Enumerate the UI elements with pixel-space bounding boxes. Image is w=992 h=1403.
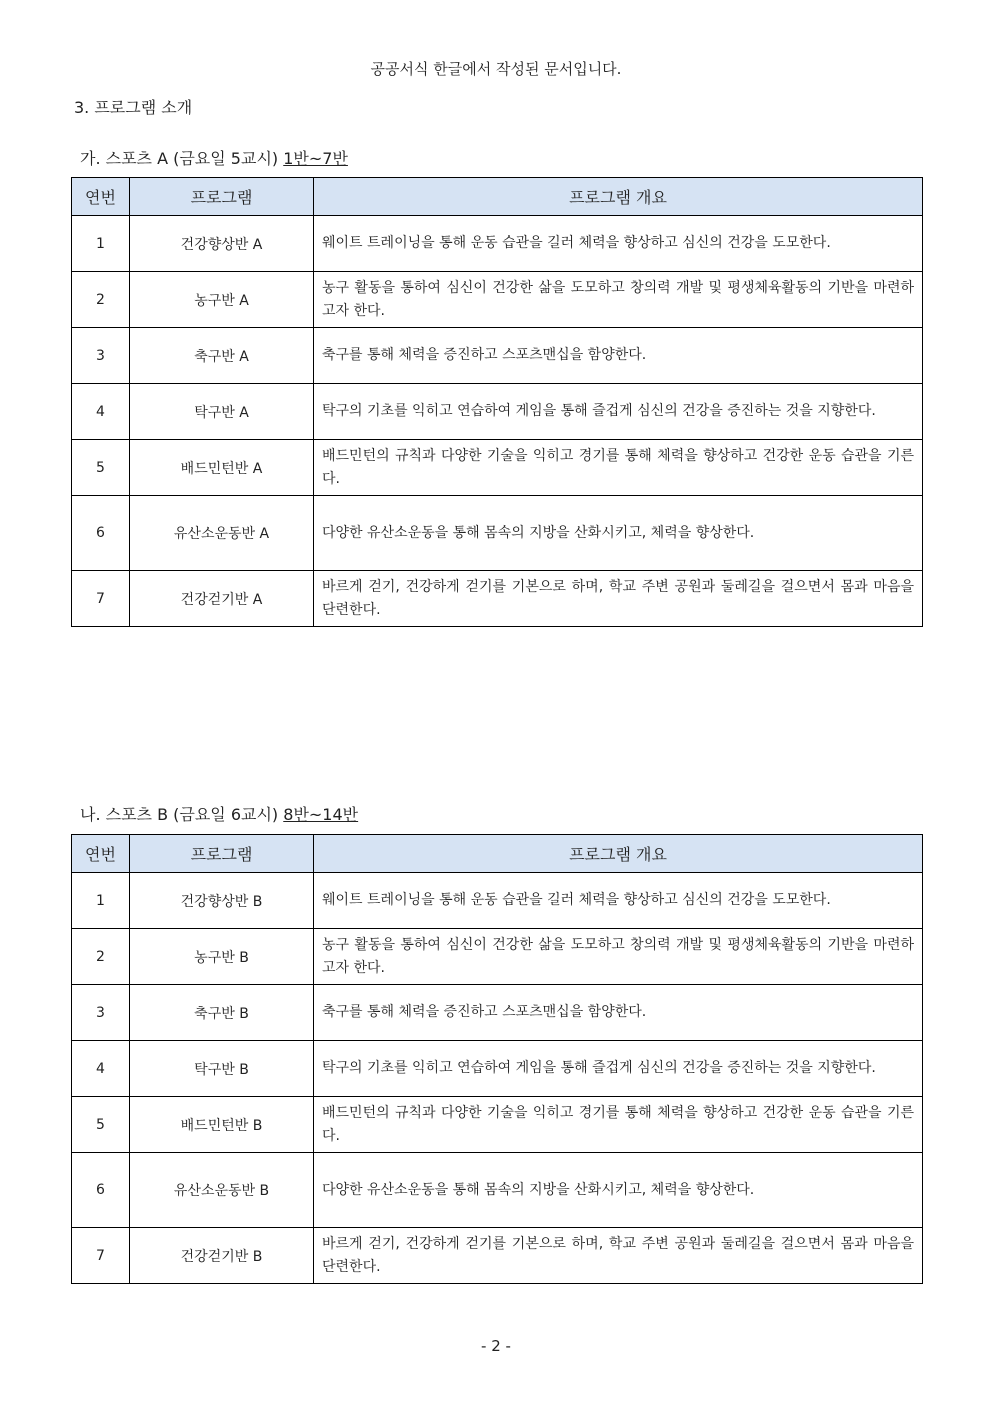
subsection-b-prefix: 나. 스포츠 B (금요일 6교시): [80, 805, 284, 824]
table-row: [72, 873, 923, 929]
program-name: 유산소운동반 B: [130, 1153, 314, 1228]
column-header-number: 연번: [72, 178, 130, 216]
table-row: [72, 328, 923, 384]
program-name: 배드민턴반 B: [130, 1097, 314, 1153]
program-table-b: [71, 834, 923, 1284]
program-name: 탁구반 B: [130, 1041, 314, 1097]
program-description: 바르게 걷기, 건강하게 걷기를 기본으로 하며, 학교 주변 공원과 둘레길을 걸으면서 몸과 마음을 단련한다.: [314, 1228, 923, 1284]
program-description: 배드민턴의 규칙과 다양한 기술을 익히고 경기를 통해 체력을 향상하고 건강한 운동 습관을 기른다.: [314, 440, 923, 496]
table-row: [72, 1097, 923, 1153]
program-name: 농구반 A: [130, 272, 314, 328]
row-number: 6: [72, 1153, 130, 1228]
subsection-b-range: 8반~14반: [283, 805, 359, 824]
table-row: [72, 272, 923, 328]
row-number: 4: [72, 384, 130, 440]
table-header-row: [72, 835, 923, 873]
table-row: [72, 440, 923, 496]
program-description: 바르게 걷기, 건강하게 걷기를 기본으로 하며, 학교 주변 공원과 둘레길을 걸으면서 몸과 마음을 단련한다.: [314, 571, 923, 627]
row-number: 6: [72, 496, 130, 571]
subsection-b-title: [80, 802, 358, 825]
program-description: 농구 활동을 통하여 심신이 건강한 삶을 도모하고 창의력 개발 및 평생체육활동의 기반을 마련하고자 한다.: [314, 272, 923, 328]
document-header: 공공서식 한글에서 작성된 문서입니다.: [370, 60, 622, 78]
section-title: 3. 프로그램 소개: [74, 98, 193, 117]
column-header-program: 프로그램: [130, 835, 314, 873]
program-name: 유산소운동반 A: [130, 496, 314, 571]
table-row: [72, 929, 923, 985]
table-row: [72, 571, 923, 627]
program-name: 탁구반 A: [130, 384, 314, 440]
column-header-overview: 프로그램 개요: [314, 835, 923, 873]
subsection-a-range: 1반~7반: [283, 149, 348, 168]
program-name: 건강걷기반 A: [130, 571, 314, 627]
program-description: 탁구의 기초를 익히고 연습하여 게임을 통해 즐겁게 심신의 건강을 증진하는 것을 지향한다.: [314, 1041, 923, 1097]
table-row: [72, 1041, 923, 1097]
table-row: [72, 1153, 923, 1228]
program-description: 다양한 유산소운동을 통해 몸속의 지방을 산화시키고, 체력을 향상한다.: [314, 496, 923, 571]
program-description: 축구를 통해 체력을 증진하고 스포츠맨십을 함양한다.: [314, 985, 923, 1041]
program-description: 배드민턴의 규칙과 다양한 기술을 익히고 경기를 통해 체력을 향상하고 건강한 운동 습관을 기른다.: [314, 1097, 923, 1153]
program-name: 축구반 A: [130, 328, 314, 384]
table-row: [72, 1228, 923, 1284]
row-number: 2: [72, 929, 130, 985]
program-name: 건강향상반 B: [130, 873, 314, 929]
row-number: 2: [72, 272, 130, 328]
program-description: 탁구의 기초를 익히고 연습하여 게임을 통해 즐겁게 심신의 건강을 증진하는 것을 지향한다.: [314, 384, 923, 440]
program-name: 배드민턴반 A: [130, 440, 314, 496]
program-table-a: [71, 177, 923, 627]
program-description: 웨이트 트레이닝을 통해 운동 습관을 길러 체력을 향상하고 심신의 건강을 도모한다.: [314, 216, 923, 272]
subsection-a-title: [80, 146, 348, 169]
row-number: 5: [72, 1097, 130, 1153]
program-name: 축구반 B: [130, 985, 314, 1041]
program-description: 웨이트 트레이닝을 통해 운동 습관을 길러 체력을 향상하고 심신의 건강을 도모한다.: [314, 873, 923, 929]
table-header-row: [72, 178, 923, 216]
column-header-overview: 프로그램 개요: [314, 178, 923, 216]
program-name: 건강걷기반 B: [130, 1228, 314, 1284]
subsection-a-prefix: 가. 스포츠 A (금요일 5교시): [80, 149, 284, 168]
table-row: [72, 985, 923, 1041]
row-number: 7: [72, 1228, 130, 1284]
table-row: [72, 496, 923, 571]
row-number: 5: [72, 440, 130, 496]
row-number: 1: [72, 873, 130, 929]
column-header-program: 프로그램: [130, 178, 314, 216]
program-description: 다양한 유산소운동을 통해 몸속의 지방을 산화시키고, 체력을 향상한다.: [314, 1153, 923, 1228]
row-number: 1: [72, 216, 130, 272]
program-description: 축구를 통해 체력을 증진하고 스포츠맨십을 함양한다.: [314, 328, 923, 384]
program-description: 농구 활동을 통하여 심신이 건강한 삶을 도모하고 창의력 개발 및 평생체육활동의 기반을 마련하고자 한다.: [314, 929, 923, 985]
row-number: 4: [72, 1041, 130, 1097]
program-name: 농구반 B: [130, 929, 314, 985]
row-number: 7: [72, 571, 130, 627]
program-name: 건강향상반 A: [130, 216, 314, 272]
row-number: 3: [72, 985, 130, 1041]
row-number: 3: [72, 328, 130, 384]
table-row: [72, 384, 923, 440]
table-row: [72, 216, 923, 272]
page-number: - 2 -: [481, 1337, 511, 1355]
column-header-number: 연번: [72, 835, 130, 873]
